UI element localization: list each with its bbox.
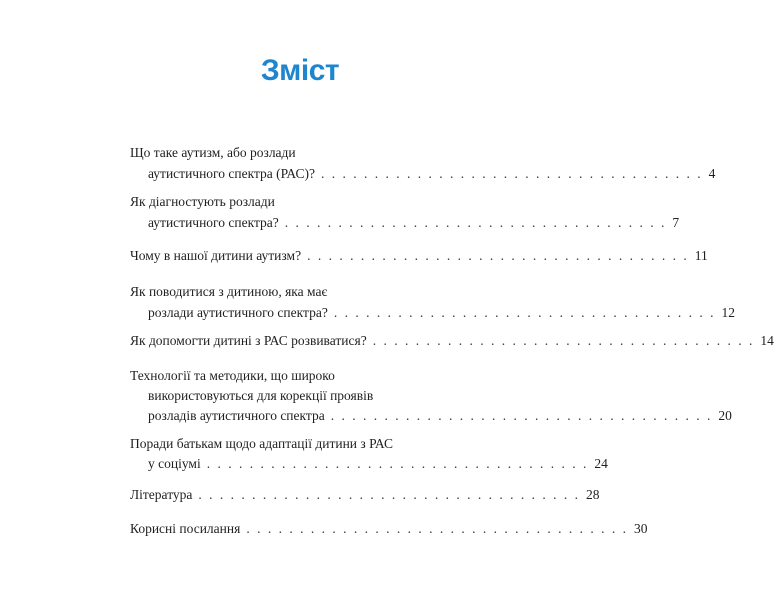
toc-page-number: 24 [594,456,608,471]
toc-entry-text: Як діагностують розлади [130,194,275,209]
dot-leader: . . . . . . . . . . . . . . . . . . . . . . . . . . . . . . . . . . . . [307,248,689,263]
toc-entry-text: Як поводитися з дитиною, яка має [130,284,328,299]
toc-entry-text: Як допомогти дитині з РАС розвиватися? [130,333,367,348]
toc-entry-text: Література [130,487,193,502]
toc-entry-text: розлади аутистичного спектра? [148,305,328,320]
toc-entry-text: аутистичного спектра? [148,215,279,230]
toc-entry-text: Поради батькам щодо адаптації дитини з РАС [130,436,393,451]
toc-page-number: 12 [721,305,735,320]
dot-leader: . . . . . . . . . . . . . . . . . . . . . . . . . . . . . . . . . . . . [372,333,755,348]
toc-entry-text: розладів аутистичного спектра [148,408,325,423]
toc-page-number: 20 [718,408,732,423]
dot-leader: . . . . . . . . . . . . . . . . . . . . . . . . . . . . . . . . . . . . [198,487,581,502]
toc-entry-text: використовуються для корекції проявів [148,388,374,403]
toc-entry-text: Технології та методики, що широко [130,368,335,383]
toc-page-number: 14 [760,333,774,348]
dot-leader: . . . . . . . . . . . . . . . . . . . . . . . . . . . . . . . . . . . . [330,408,713,423]
toc-page-number: 30 [633,521,648,536]
toc-entry-text: у соціумі [148,456,201,471]
toc-entry-text: Корисні посилання [130,521,241,536]
dot-leader: . . . . . . . . . . . . . . . . . . . . . . . . . . . . . . . . . . . . [206,456,589,471]
dot-leader: . . . . . . . . . . . . . . . . . . . . . . . . . . . . . . . . . . . . [333,305,716,320]
toc-page-number: 28 [586,487,600,502]
dot-leader: . . . . . . . . . . . . . . . . . . . . . . . . . . . . . . . . . . . . [246,521,628,536]
dot-leader: . . . . . . . . . . . . . . . . . . . . . . . . . . . . . . . . . . . . [284,215,667,230]
toc-entry-text: Чому в нашої дитини аутизм? [130,248,302,263]
toc-page-number: 11 [694,248,708,263]
toc-page-number: 7 [672,215,680,230]
toc-page-number: 4 [708,166,716,181]
dot-leader: . . . . . . . . . . . . . . . . . . . . . . . . . . . . . . . . . . . . [321,166,703,181]
toc-entry-text: аутистичного спектра (РАС)? [148,166,316,181]
toc-entry-text: Що таке аутизм, або розлади [130,145,296,160]
page-title: Зміст [260,54,340,87]
